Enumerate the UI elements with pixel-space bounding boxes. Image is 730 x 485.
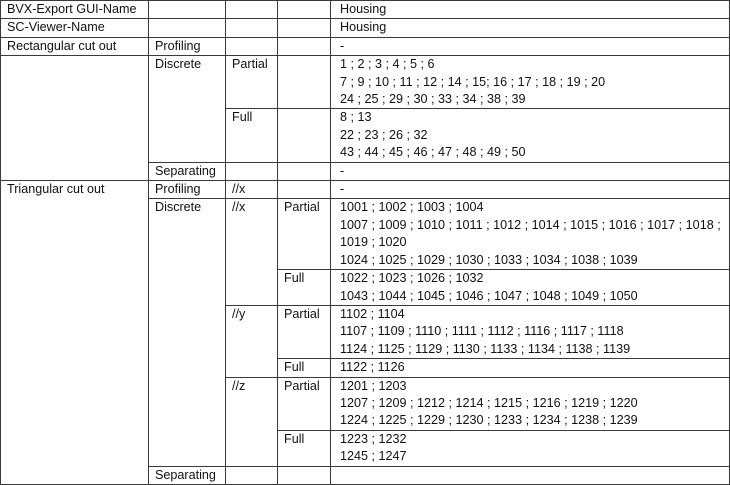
value-line: 24 ; 25 ; 29 ; 30 ; 33 ; 34 ; 38 ; 39 — [340, 92, 526, 107]
tri-z-partial-values — [331, 377, 730, 430]
value-line: 1124 ; 1125 ; 1129 ; 1130 ; 1133 ; 1134 ; 1138 ; 1139 — [340, 341, 631, 356]
tri-profiling-axis: //x — [226, 181, 278, 199]
tri-discrete-label: Discrete — [149, 199, 226, 466]
tri-x-axis: //x — [226, 199, 278, 305]
value-line: 1019 ; 1020 — [340, 235, 407, 250]
table-row — [1, 37, 730, 55]
tri-z-partial-label: Partial — [278, 377, 331, 430]
table-row — [1, 181, 730, 199]
tri-y-full-values — [331, 359, 730, 377]
value-line: 1024 ; 1025 ; 1029 ; 1030 ; 1033 ; 1034 ; 1038 ; 1039 — [340, 252, 638, 267]
value-line: 1207 ; 1209 ; 1212 ; 1214 ; 1215 ; 1216 ; 1219 ; 1220 — [340, 395, 638, 410]
value-line: 1007 ; 1009 ; 1010 ; 1011 ; 1012 ; 1014 ; 1015 ; 1016 ; 1017 ; 1018 ; — [340, 217, 721, 232]
rect-separating-value: - — [331, 162, 730, 180]
triangular-cutout-label: Triangular cut out — [1, 181, 149, 485]
tri-x-partial-values — [331, 199, 730, 270]
value-line: 7 ; 9 ; 10 ; 11 ; 12 ; 14 ; 15; 16 ; 17 ; 18 ; 19 ; 20 — [340, 74, 606, 89]
table-row — [1, 1, 730, 19]
table-row — [1, 19, 730, 37]
rect-partial-values — [331, 56, 730, 109]
tri-separating-label: Separating — [149, 466, 226, 484]
rect-full-values — [331, 109, 730, 162]
tri-y-full-label: Full — [278, 359, 331, 377]
value-line: 1224 ; 1225 ; 1229 ; 1230 ; 1233 ; 1234 ; 1238 ; 1239 — [340, 413, 638, 428]
value-line: 22 ; 23 ; 26 ; 32 — [340, 127, 428, 142]
tri-z-axis: //z — [226, 377, 278, 466]
value-line: 1022 ; 1023 ; 1026 ; 1032 — [340, 271, 484, 286]
rect-full-label: Full — [226, 109, 278, 162]
value-line: 1102 ; 1104 — [340, 306, 405, 321]
tri-x-full-values — [331, 270, 730, 306]
rect-partial-label: Partial — [226, 56, 278, 109]
value-line: 1223 ; 1232 — [340, 431, 407, 446]
rect-profiling-label: Profiling — [149, 37, 226, 55]
rectangular-cutout-label: Rectangular cut out — [1, 37, 149, 55]
tri-z-full-values — [331, 430, 730, 466]
tri-x-full-label: Full — [278, 270, 331, 306]
value-line: 1043 ; 1044 ; 1045 ; 1046 ; 1047 ; 1048 ; 1049 ; 1050 — [340, 288, 638, 303]
value-line: 1107 ; 1109 ; 1110 ; 1111 ; 1112 ; 1116 ; 1117 ; 1118 — [340, 324, 624, 339]
tri-z-full-label: Full — [278, 430, 331, 466]
viewer-name-label: SC-Viewer-Name — [1, 19, 149, 37]
value-line: 1122 ; 1126 — [340, 360, 405, 375]
export-gui-name-label: BVX-Export GUI-Name — [1, 1, 149, 19]
tri-x-partial-label: Partial — [278, 199, 331, 270]
value-line: 43 ; 44 ; 45 ; 46 ; 47 ; 48 ; 49 ; 50 — [340, 145, 526, 160]
tri-y-partial-values — [331, 305, 730, 358]
value-line: 1245 ; 1247 — [340, 449, 407, 464]
value-line: 1001 ; 1002 ; 1003 ; 1004 — [340, 200, 484, 215]
rect-profiling-value: - — [331, 37, 730, 55]
tri-y-partial-label: Partial — [278, 305, 331, 358]
viewer-name-value: Housing — [331, 19, 730, 37]
export-gui-name-value: Housing — [331, 1, 730, 19]
tri-profiling-value: - — [331, 181, 730, 199]
rect-separating-label: Separating — [149, 162, 226, 180]
table-row — [1, 56, 730, 109]
tri-profiling-label: Profiling — [149, 181, 226, 199]
value-line: 8 ; 13 — [340, 110, 372, 125]
tri-y-axis: //y — [226, 305, 278, 377]
rect-discrete-label: Discrete — [149, 56, 226, 162]
value-line: 1201 ; 1203 — [340, 378, 407, 393]
value-line: 1 ; 2 ; 3 ; 4 ; 5 ; 6 — [340, 57, 435, 72]
